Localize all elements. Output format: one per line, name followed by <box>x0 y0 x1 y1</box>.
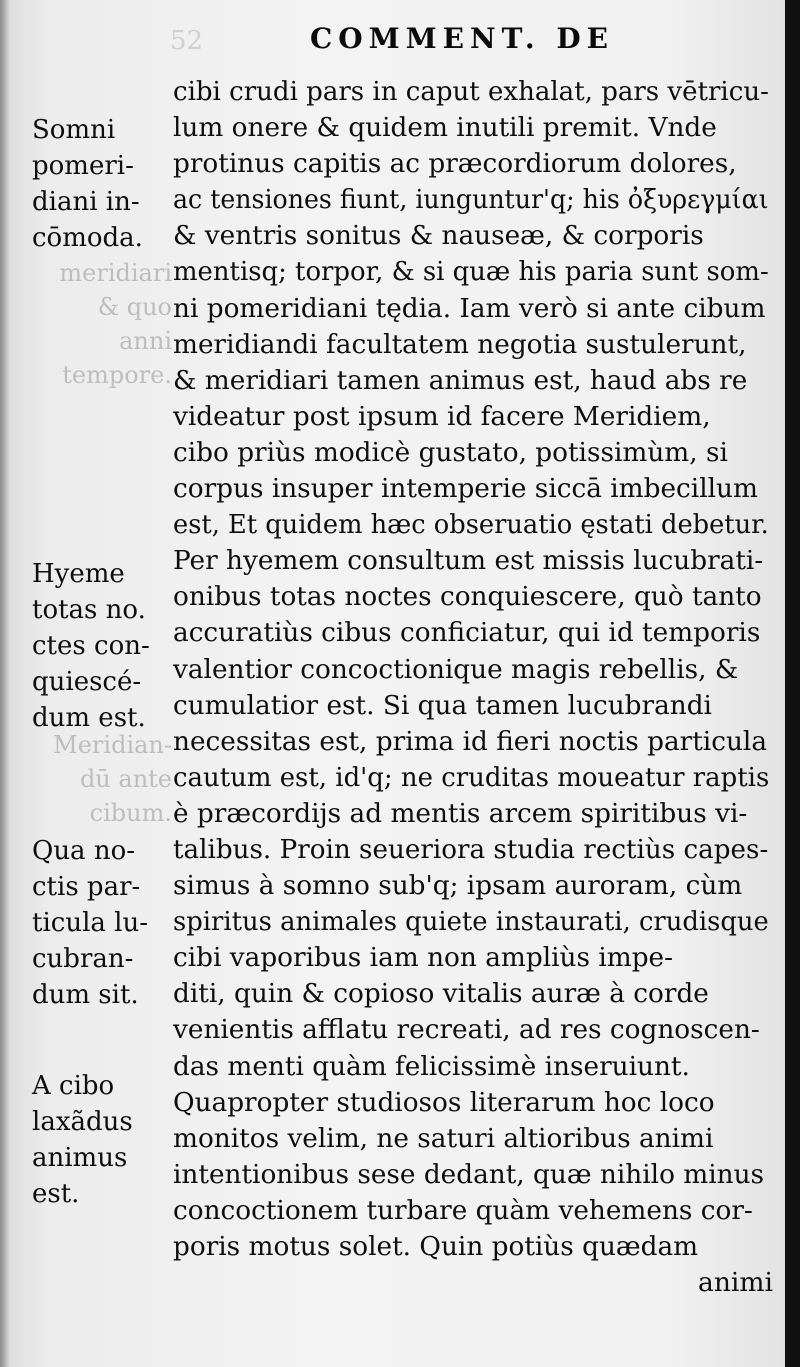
body-text <box>173 74 773 1301</box>
body-line: cibi crudi pars in caput exhalat, pars vētricu- <box>173 76 769 107</box>
bleed-line: tempore. <box>62 361 172 389</box>
margin-note-line: cubran- <box>32 944 134 974</box>
body-line: cibo priùs modicè gustato, potissimùm, si <box>173 436 728 468</box>
body-line: Quapropter studiosos literarum hoc loco <box>173 1086 715 1118</box>
body-line: diti, quin & copioso vitalis auræ à corde <box>173 978 709 1010</box>
margin-note-line: animus <box>32 1143 128 1173</box>
body-line: lum onere & quidem inutili premit. Vnde <box>173 112 717 144</box>
margin-note-line: dum sit. <box>32 980 139 1010</box>
margin-note-line: est. <box>32 1179 80 1209</box>
body-line: cautum est, id'q; ne cruditas moueatur raptis <box>173 761 770 793</box>
running-header: COMMENT. DE <box>310 22 614 55</box>
margin-note-line: ticula lu- <box>32 908 148 938</box>
margin-note-line: pomeri- <box>32 151 134 181</box>
margin-note <box>32 833 148 1013</box>
body-line: das menti quàm felicissimè inseruiunt. <box>173 1050 690 1082</box>
body-line: valentior concoctionique magis rebellis, & <box>173 653 739 685</box>
margin-note-line: Somni <box>32 115 116 145</box>
body-line: videatur post ipsum id facere Meridiem, <box>173 400 711 432</box>
page-edge-shadow <box>785 0 800 1367</box>
bleed-line: & quo <box>97 293 172 321</box>
margin-note-line: totas no. <box>32 595 146 625</box>
bleed-line: anni <box>119 327 172 355</box>
body-line: intentionibus sese dedant, quæ nihilo minus <box>173 1158 765 1190</box>
body-line: ac tensiones fiunt, iunguntur'q; his ὀξυρεγμίαι <box>173 184 769 216</box>
margin-note-line: Hyeme <box>32 559 125 589</box>
body-line: talibus. Proin seueriora studia rectiùs capes- <box>173 833 769 865</box>
body-line: est, Et quidem hæc obseruatio ęstati debetur. <box>173 509 769 541</box>
margin-note <box>32 112 143 256</box>
body-line: necessitas est, prima id fieri noctis particula <box>173 725 768 757</box>
body-line: cumulatior est. Si qua tamen lucubrandi <box>173 689 712 721</box>
margin-note-line: laxãdus <box>32 1107 133 1137</box>
margin-note-line: A cibo <box>32 1071 115 1101</box>
margin-note-line: ctes con- <box>32 631 150 661</box>
body-line: concoctionem turbare quàm vehemens cor- <box>173 1194 753 1226</box>
margin-note <box>32 1068 133 1212</box>
body-line: protinus capitis ac præcordiorum dolores, <box>173 148 737 180</box>
body-line: poris motus solet. Quin potiùs quædam <box>173 1231 699 1262</box>
gutter-shadow <box>0 0 10 1367</box>
bleed-line: cibum. <box>89 799 172 827</box>
bleed-line: Meridian- <box>53 731 172 759</box>
body-line: accuratiùs cibus conficiatur, qui id temporis <box>173 617 761 649</box>
bleed-through-note <box>52 728 172 830</box>
page-number: 52 <box>170 26 204 56</box>
margin-note-line: quiescé- <box>32 667 142 697</box>
bleed-line: dū ante <box>79 765 172 793</box>
body-line: & ventris sonitus & nauseæ, & corporis <box>173 220 704 252</box>
margin-note-line: ctis par- <box>32 872 141 902</box>
bleed-line: meridiari <box>59 259 172 287</box>
body-line: cibi vaporibus iam non ampliùs impe- <box>173 942 674 974</box>
body-line: animi <box>698 1267 773 1299</box>
body-line: spiritus animales quiete instaurati, crudisque <box>173 906 769 938</box>
body-line: simus à somno sub'q; ipsam auroram, cùm <box>173 870 743 902</box>
body-line: & meridiari tamen animus est, haud abs re <box>173 364 748 396</box>
body-line: Per hyemem consultum est missis lucubrati- <box>173 545 764 577</box>
body-line: meridiandi facultatem negotia sustulerunt, <box>173 328 747 360</box>
body-line: venientis afflatu recreati, ad res cognoscen- <box>173 1014 760 1046</box>
body-line: corpus insuper intemperie siccā imbecillum <box>173 473 758 505</box>
margin-note-line: cōmoda. <box>32 223 143 253</box>
body-line: onibus totas noctes conquiescere, quò tanto <box>173 581 762 613</box>
margin-note <box>32 556 150 736</box>
margin-note-line: dum est. <box>32 703 146 733</box>
body-line: ni pomeridiani tędia. Iam verò si ante cibum <box>173 292 766 324</box>
bleed-through-note <box>52 256 172 392</box>
body-line: è præcordijs ad mentis arcem spiritibus vi- <box>173 797 748 829</box>
margin-note-line: Qua no- <box>32 836 136 866</box>
margin-note-line: diani in- <box>32 187 140 217</box>
body-line: monitos velim, ne saturi altioribus animi <box>173 1122 714 1154</box>
body-line: mentisq; torpor, & si quæ his paria sunt som- <box>173 256 769 288</box>
